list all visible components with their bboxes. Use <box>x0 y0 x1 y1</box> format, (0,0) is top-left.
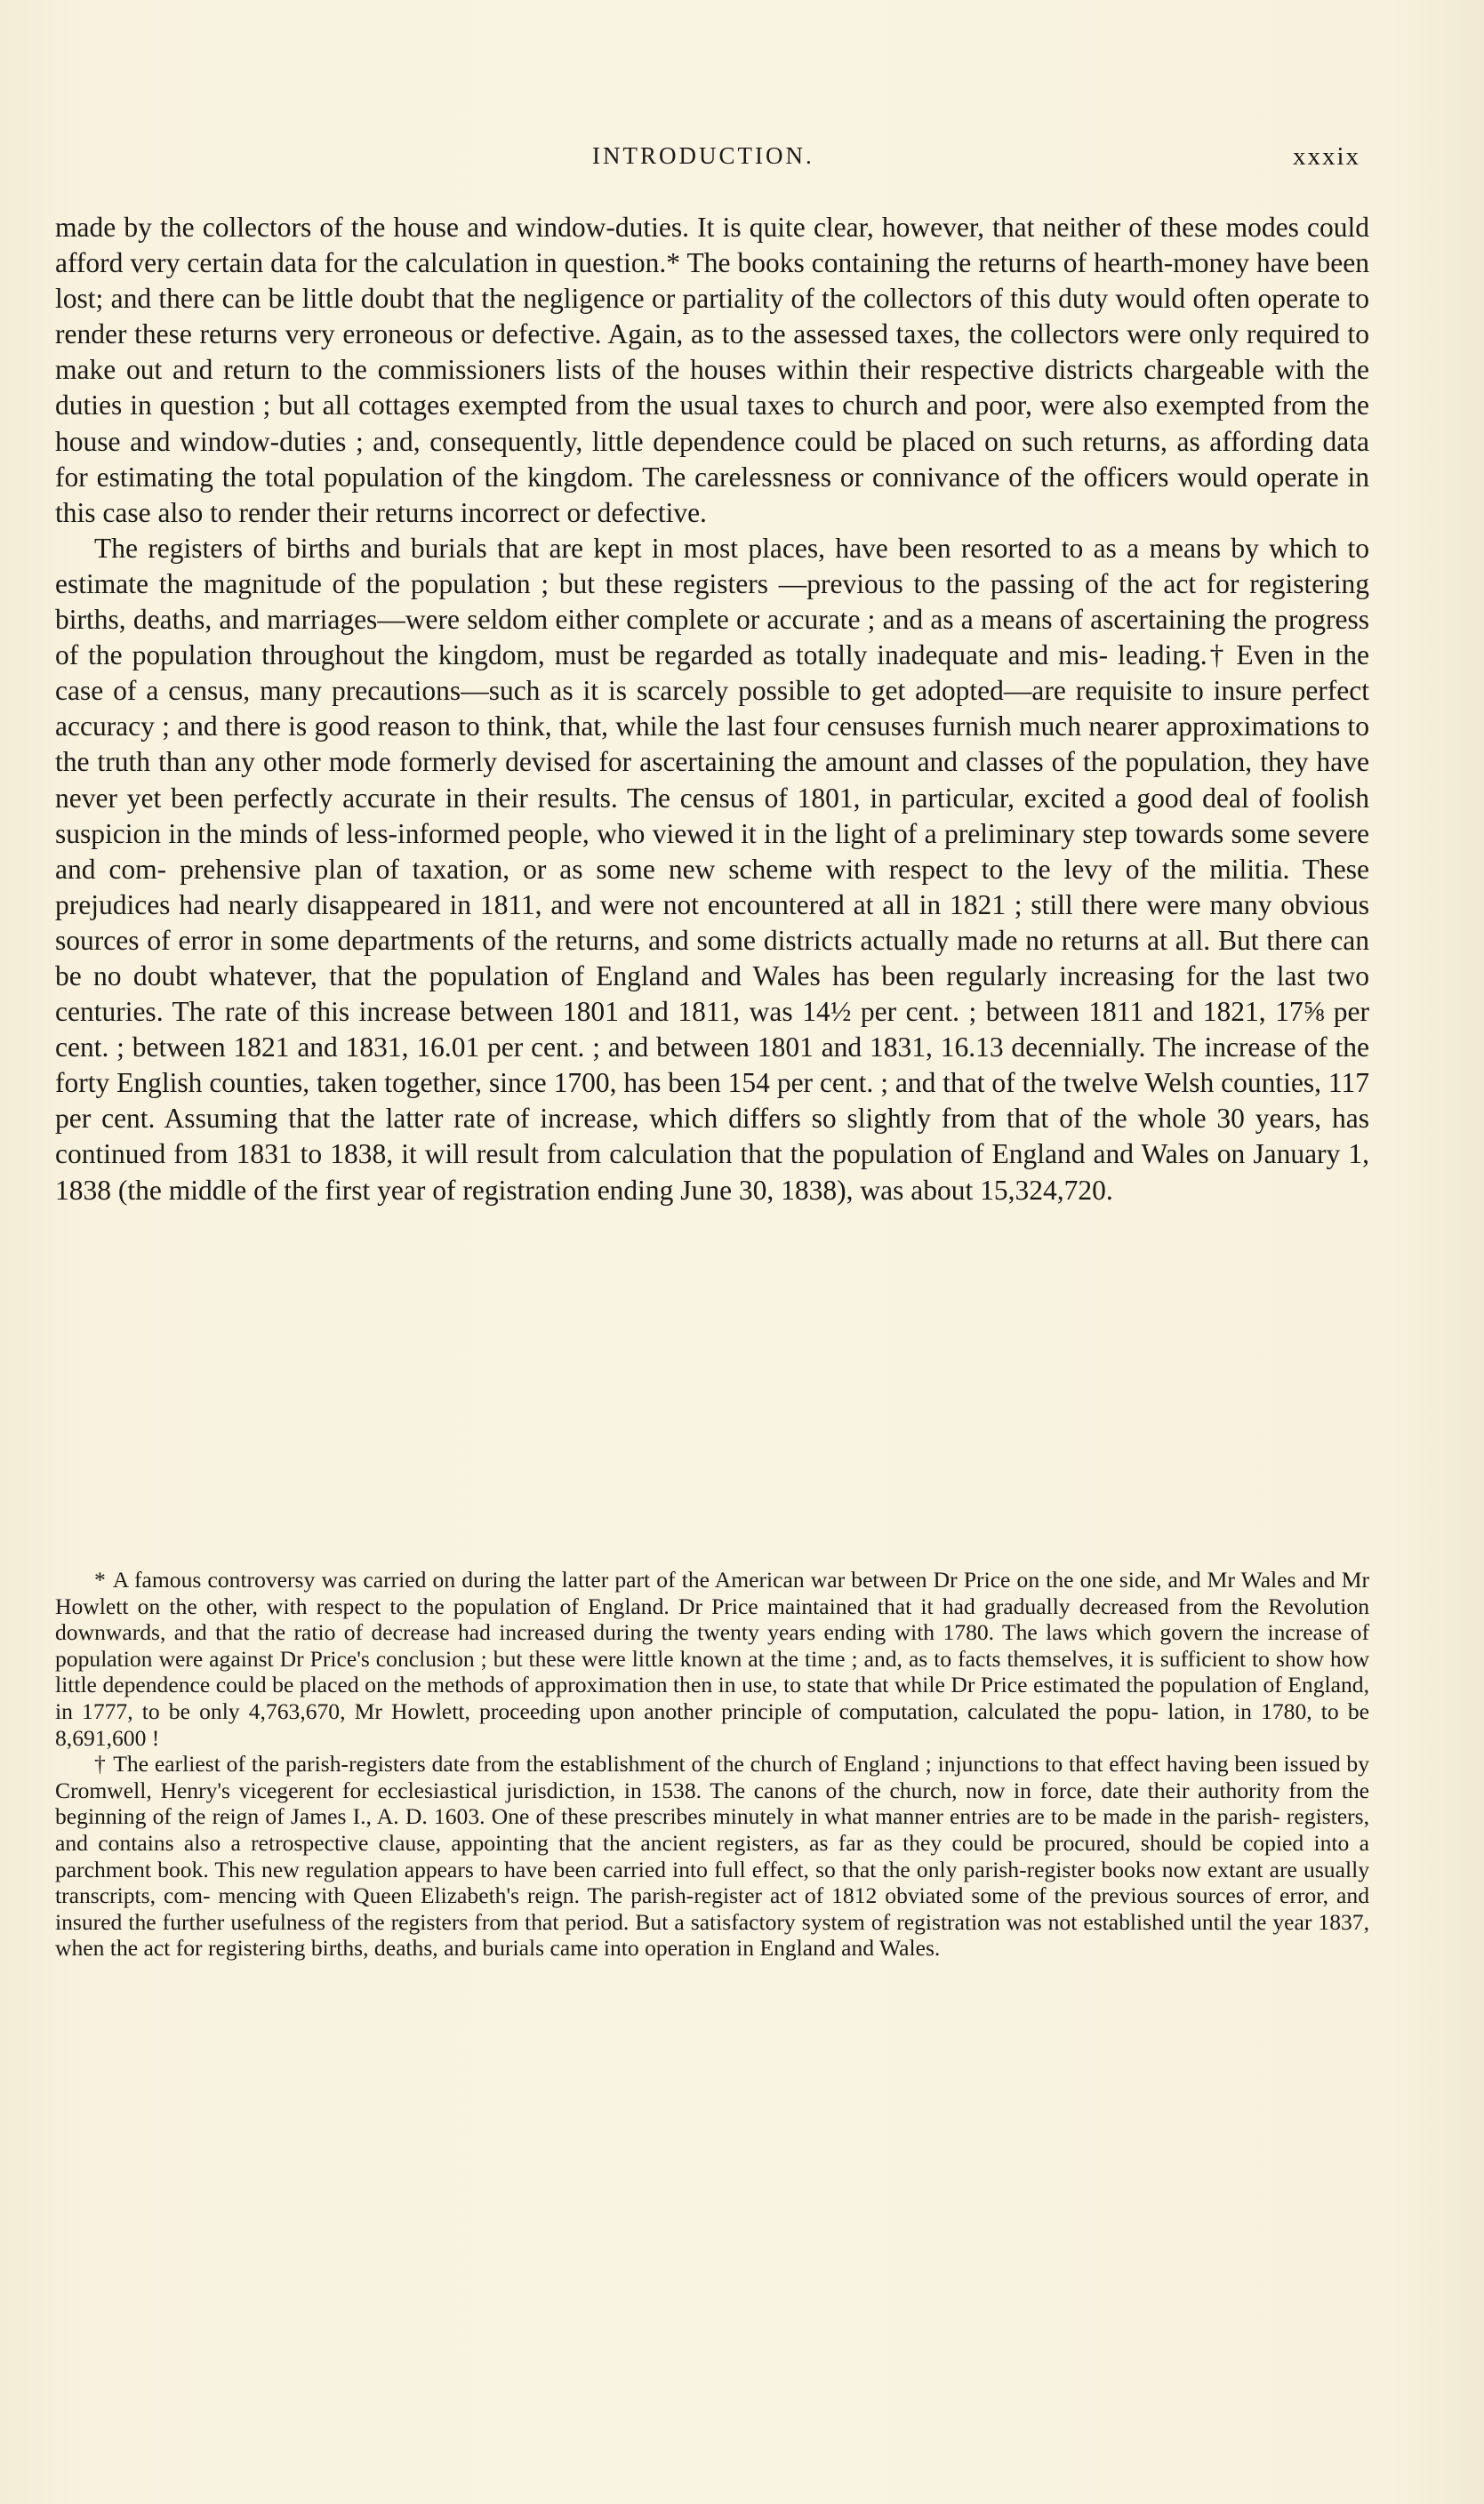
page-number: xxxix <box>1292 142 1360 171</box>
body-paragraph: made by the collectors of the house and window-duties. It is quite clear, however, that neither of these modes could afford very certain data for the calculation in question.* The books containing the returns of hearth-money have been lost; and there can be little doubt that the negligence or partiality of the collectors of this duty would often operate to render these returns very erroneous or defective. Again, as to the assessed taxes, the collectors were only required to make out and return to the commissioners lists of the houses within their respective districts chargeable with the duties in question ; but all cottages exempted from the usual taxes to church and poor, were also exempted from the house and window-duties ; and, consequently, little dependence could be placed on such returns, as affording data for estimating the total population of the kingdom. The carelessness or connivance of the officers would operate in this case also to render their returns incorrect or defective. <box>55 212 1369 528</box>
running-head <box>55 142 1360 178</box>
footnote-marker: † <box>94 1751 107 1778</box>
body-paragraph: The registers of births and burials that are kept in most places, have been resorted to as a means by which to estimate the magnitude of the population ; but these registers —previous to the passing of the act for registering births, deaths, and marriages—were seldom either complete or accurate ; and as a means of ascertaining the progress of the population throughout the kingdom, must be regarded as totally inadequate and mis- leading.† Even in the case of a census, many precautions—such as it is scarcely possible to get adopted—are requisite to insure perfect accuracy ; and there is good reason to think, that, while the last four censuses furnish much nearer approximations to the truth than any other mode formerly devised for ascertaining the amount and classes of the population, they have never yet been perfectly accurate in their results. The census of 1801, in particular, excited a good deal of foolish suspicion in the minds of less-informed people, who viewed it in the light of a preliminary step towards some severe and com- prehensive plan of taxation, or as some new scheme with respect to the levy of the militia. These prejudices had nearly disappeared in 1811, and were not encountered at all in 1821 ; still there were many obvious sources of error in some departments of the returns, and some districts actually made no returns at all. But there can be no doubt whatever, that the population of England and Wales has been regularly increasing for the last two centuries. The rate of this increase between 1801 and 1811, was 14½ per cent. ; between 1811 and 1821, 17⅝ per cent. ; between 1821 and 1831, 16.01 per cent. ; and between 1801 and 1831, 16.13 decennially. The increase of the forty English counties, taken together, since 1700, has been 154 per cent. ; and that of the twelve Welsh counties, 117 per cent. Assuming that the latter rate of increase, which differs so slightly from that of the whole 30 years, has continued from 1831 to 1838, it will result from calculation that the population of England and Wales on January 1, 1838 (the middle of the first year of registration ending June 30, 1838), was about 15,324,720. <box>55 532 1369 1206</box>
footnote-text: A famous controversy was carried on during the latter part of the American war between Dr Price on the one side, and Mr Wales and Mr Howlett on the other, with respect to the population of England. Dr Price maintained that it had gradually decreased from the Revolution downwards, and that the ratio of decrease had increased during the twenty years ending with 1780. The laws which govern the increase of population were against Dr Price's conclusion ; but these were little known at the time ; and, as to facts themselves, it is sufficient to show how little dependence could be placed on the methods of approximation then in use, to state that while Dr Price estimated the population of England, in 1777, to be only 4,763,670, Mr Howlett, proceeding upon another principle of computation, calculated the popu- lation, in 1780, to be 8,691,600 ! <box>55 1567 1369 1751</box>
footnote-marker: * <box>94 1567 106 1593</box>
footnotes <box>55 1567 1369 1962</box>
footnote <box>55 1751 1369 1962</box>
running-title: INTRODUCTION. <box>592 142 814 169</box>
main-text <box>55 210 1369 1208</box>
footnote <box>55 1567 1369 1751</box>
footnote-text: The earliest of the parish-registers date from the establishment of the church of England ; injunctions to that effect having been issued by Cromwell, Henry's vicegerent for ecclesiastical jurisdiction, in 1538. The canons of the church, now in force, date their authority from the beginning of the reign of James I., A. D. 1603. One of these prescribes minutely in what manner entries are to be made in the parish- registers, and contains also a retrospective clause, appointing that the ancient registers, as far as they could be procured, should be copied into a parchment book. This new regulation appears to have been carried into full effect, so that the only parish-register books now extant are usually transcripts, com- mencing with Queen Elizabeth's reign. The parish-register act of 1812 obviated some of the previous sources of error, and insured the further usefulness of the registers from that period. But a satisfactory system of registration was not established until the year 1837, when the act for registering births, deaths, and burials came into operation in England and Wales. <box>55 1751 1369 1962</box>
